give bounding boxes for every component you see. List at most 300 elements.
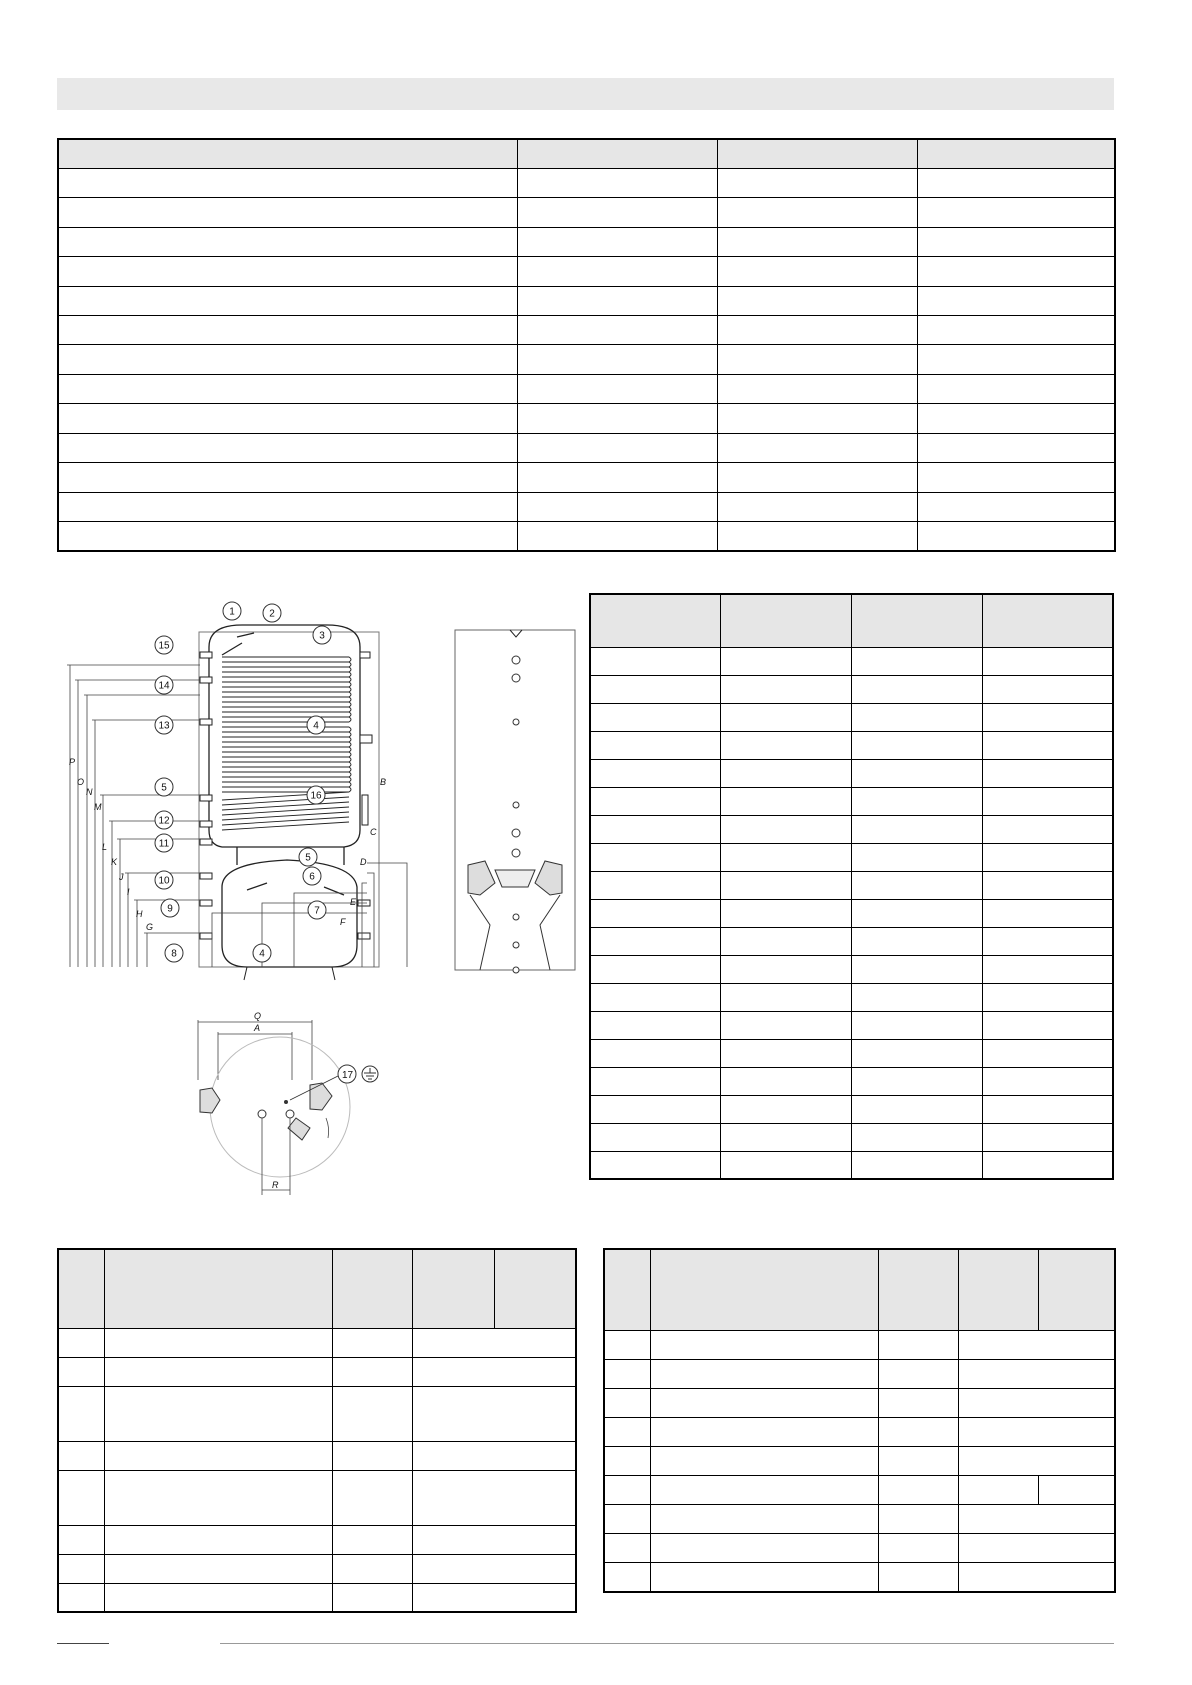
table-cell [717, 286, 917, 315]
table-cell [852, 843, 983, 871]
svg-text:3: 3 [319, 630, 325, 642]
table-cell [650, 1446, 878, 1475]
table-cell [650, 1505, 878, 1534]
table-row [58, 1555, 576, 1584]
table-cell [852, 871, 983, 899]
table-cell [717, 198, 917, 227]
table-cell [717, 492, 917, 521]
svg-text:16: 16 [310, 790, 322, 802]
dimension-table [589, 593, 1114, 1180]
table-row [58, 1470, 576, 1525]
table-cell [982, 1039, 1113, 1067]
table-cell [412, 1526, 576, 1555]
footer-rule-short [57, 1643, 109, 1644]
table-cell [717, 374, 917, 403]
table-row [604, 1388, 1115, 1417]
table-row [590, 1067, 1113, 1095]
table-row [590, 1123, 1113, 1151]
table-cell [852, 983, 983, 1011]
table-cell [590, 759, 721, 787]
callout-14 [155, 676, 173, 694]
table-cell [590, 647, 721, 675]
table-cell [58, 1329, 104, 1358]
table-cell [878, 1505, 958, 1534]
table-cell [332, 1470, 412, 1525]
header-cell [717, 139, 917, 168]
header-cell [58, 139, 517, 168]
callout-11 [155, 834, 173, 852]
table-cell [721, 675, 852, 703]
table-cell [878, 1563, 958, 1592]
table-cell [982, 899, 1113, 927]
table-cell [852, 1123, 983, 1151]
table-row [604, 1505, 1115, 1534]
table-row [590, 815, 1113, 843]
lower-tank-body [222, 847, 357, 967]
header-cell [721, 594, 852, 647]
dim-label-k: K [111, 857, 118, 867]
table-row [58, 1583, 576, 1612]
table-row [58, 168, 1115, 197]
table-row [604, 1534, 1115, 1563]
table-cell [878, 1359, 958, 1388]
table-cell [58, 168, 517, 197]
table-cell [958, 1534, 1115, 1563]
table-cell [604, 1330, 650, 1359]
table-cell [917, 492, 1115, 521]
dim-label-a: A [254, 1023, 261, 1033]
svg-text:10: 10 [158, 875, 170, 887]
table-cell [58, 1442, 104, 1471]
table-row [58, 257, 1115, 286]
table-cell [982, 1095, 1113, 1123]
table-cell [721, 703, 852, 731]
lower-coil [222, 727, 351, 830]
svg-text:5: 5 [161, 782, 167, 794]
table-cell [104, 1386, 332, 1441]
table-cell [517, 198, 717, 227]
table-cell [852, 1039, 983, 1067]
table-cell [982, 703, 1113, 731]
table-row [58, 521, 1115, 551]
table-cell [982, 927, 1113, 955]
table-row [590, 675, 1113, 703]
table-cell [982, 759, 1113, 787]
svg-text:1: 1 [229, 606, 235, 618]
table-cell [958, 1388, 1115, 1417]
header-cell [650, 1249, 878, 1330]
table-cell [58, 492, 517, 521]
table-row [590, 647, 1113, 675]
table-row [590, 703, 1113, 731]
table-cell [412, 1358, 576, 1387]
table-cell [517, 521, 717, 551]
tank-front-elevation-drawing [62, 595, 442, 1005]
table-cell [58, 1386, 104, 1441]
table-cell [917, 198, 1115, 227]
table-row [590, 955, 1113, 983]
table-cell [717, 433, 917, 462]
table-cell [717, 316, 917, 345]
table-cell [517, 374, 717, 403]
header-cell [852, 594, 983, 647]
table-cell [58, 404, 517, 433]
table-cell [58, 227, 517, 256]
table-cell [590, 731, 721, 759]
table-cell [604, 1359, 650, 1388]
table-cell [878, 1417, 958, 1446]
header-cell [104, 1249, 332, 1329]
table-row [590, 983, 1113, 1011]
header-cell [332, 1249, 412, 1329]
table-cell [878, 1330, 958, 1359]
table-cell [58, 463, 517, 492]
table-cell [958, 1417, 1115, 1446]
table-cell [721, 1039, 852, 1067]
table-row [58, 463, 1115, 492]
svg-text:4: 4 [259, 948, 265, 960]
table-row [604, 1446, 1115, 1475]
table-cell [917, 404, 1115, 433]
table-cell [852, 675, 983, 703]
table-cell [604, 1534, 650, 1563]
header-row [604, 1249, 1115, 1330]
table-cell [58, 433, 517, 462]
connections-table-left [57, 1248, 577, 1613]
tank-side-elevation-drawing [450, 625, 580, 985]
table-cell [58, 1470, 104, 1525]
table-cell [717, 345, 917, 374]
table-row [58, 433, 1115, 462]
table-cell [590, 1123, 721, 1151]
dim-label-m: M [94, 802, 102, 812]
tank-legs [244, 967, 335, 980]
table-cell [721, 927, 852, 955]
dim-label-i: I [127, 887, 130, 897]
table-cell [982, 983, 1113, 1011]
earth-callout [290, 1065, 378, 1100]
table-row [590, 1095, 1113, 1123]
table-cell [717, 404, 917, 433]
table-cell [650, 1330, 878, 1359]
table-cell [590, 1151, 721, 1179]
callout-4 [253, 944, 271, 962]
table-cell [604, 1388, 650, 1417]
table-cell [604, 1446, 650, 1475]
dim-label-p: P [69, 757, 76, 767]
table-row [58, 227, 1115, 256]
header-row [58, 139, 1115, 168]
table-row [590, 759, 1113, 787]
dim-label-d: D [360, 857, 367, 867]
table-cell [721, 1011, 852, 1039]
table-cell [721, 955, 852, 983]
table-cell [590, 1039, 721, 1067]
table-row [590, 787, 1113, 815]
table-cell [721, 843, 852, 871]
svg-text:8: 8 [171, 948, 177, 960]
table-row [58, 1526, 576, 1555]
table-cell [721, 983, 852, 1011]
callout-15 [155, 636, 173, 654]
tank-plan-view-drawing [190, 1010, 390, 1195]
spec-table [57, 138, 1116, 552]
table-cell [721, 731, 852, 759]
table-cell [878, 1476, 958, 1505]
left-connection-stubs [200, 652, 212, 939]
table-cell [604, 1476, 650, 1505]
section-title-band [57, 78, 1114, 110]
header-cell [982, 594, 1113, 647]
table-cell [852, 1095, 983, 1123]
svg-text:9: 9 [167, 903, 173, 915]
dim-label-e: E [350, 897, 357, 907]
table-cell [650, 1417, 878, 1446]
table-cell [982, 675, 1113, 703]
table-cell [104, 1555, 332, 1584]
table-cell [1038, 1476, 1115, 1505]
table-row [604, 1476, 1115, 1505]
table-cell [412, 1386, 576, 1441]
table-cell [58, 345, 517, 374]
table-cell [590, 703, 721, 731]
table-cell [721, 759, 852, 787]
svg-text:17: 17 [342, 1070, 354, 1081]
table-cell [104, 1583, 332, 1612]
table-cell [717, 521, 917, 551]
header-cell [517, 139, 717, 168]
table-cell [982, 871, 1113, 899]
table-cell [982, 1123, 1113, 1151]
table-cell [517, 404, 717, 433]
callout-16 [307, 786, 325, 804]
table-cell [958, 1330, 1115, 1359]
table-cell [982, 787, 1113, 815]
svg-text:14: 14 [158, 680, 170, 692]
table-cell [58, 521, 517, 551]
header-cell [412, 1249, 494, 1329]
header-cell [958, 1249, 1038, 1330]
table-cell [917, 316, 1115, 345]
upper-coil [222, 657, 351, 722]
table-row [58, 316, 1115, 345]
table-cell [58, 286, 517, 315]
table-row [58, 1442, 576, 1471]
table-cell [590, 1095, 721, 1123]
table-cell [917, 345, 1115, 374]
table-cell [721, 871, 852, 899]
header-cell [604, 1249, 650, 1330]
table-cell [517, 345, 717, 374]
table-row [604, 1563, 1115, 1592]
callout-6 [303, 867, 321, 885]
table-row [590, 1039, 1113, 1067]
table-cell [982, 1067, 1113, 1095]
table-cell [650, 1563, 878, 1592]
table-cell [517, 463, 717, 492]
table-cell [721, 647, 852, 675]
table-cell [878, 1388, 958, 1417]
table-cell [412, 1442, 576, 1471]
table-cell [517, 492, 717, 521]
table-cell [958, 1505, 1115, 1534]
header-cell [1038, 1249, 1115, 1330]
callout-3 [313, 626, 331, 644]
table-cell [332, 1442, 412, 1471]
table-cell [852, 1011, 983, 1039]
table-cell [982, 815, 1113, 843]
table-cell [917, 521, 1115, 551]
dim-label-b: B [380, 777, 387, 787]
table-row [604, 1359, 1115, 1388]
table-cell [650, 1388, 878, 1417]
callout-9 [161, 899, 179, 917]
table-cell [590, 815, 721, 843]
table-cell [917, 374, 1115, 403]
callout-4 [307, 716, 325, 734]
svg-text:6: 6 [309, 871, 315, 883]
table-cell [721, 1151, 852, 1179]
table-cell [58, 316, 517, 345]
table-cell [58, 198, 517, 227]
table-row [590, 899, 1113, 927]
table-cell [717, 463, 917, 492]
table-cell [58, 374, 517, 403]
dim-label-f: F [340, 917, 346, 927]
table-cell [517, 433, 717, 462]
header-row [590, 594, 1113, 647]
table-cell [58, 1583, 104, 1612]
table-cell [590, 899, 721, 927]
table-cell [958, 1476, 1038, 1505]
table-row [58, 345, 1115, 374]
table-cell [717, 227, 917, 256]
table-row [590, 843, 1113, 871]
svg-text:7: 7 [314, 905, 320, 917]
table-cell [917, 286, 1115, 315]
table-row [58, 1329, 576, 1358]
svg-text:15: 15 [158, 640, 170, 652]
table-cell [717, 168, 917, 197]
table-cell [412, 1329, 576, 1358]
dimension-lines-left [67, 665, 200, 967]
svg-text:12: 12 [158, 815, 170, 827]
table-row [58, 286, 1115, 315]
table-row [590, 1011, 1113, 1039]
dim-label-n: N [86, 787, 93, 797]
table-cell [982, 955, 1113, 983]
table-cell [412, 1555, 576, 1584]
callout-2 [263, 604, 281, 622]
plan-outline [210, 1037, 350, 1177]
table-cell [104, 1329, 332, 1358]
callout-5 [299, 848, 317, 866]
table-row [604, 1417, 1115, 1446]
callout-1 [223, 602, 241, 620]
table-cell [717, 257, 917, 286]
table-row [58, 1386, 576, 1441]
dim-label-q: Q [254, 1011, 262, 1021]
table-cell [852, 759, 983, 787]
dim-label-o: O [77, 777, 85, 787]
table-cell [604, 1417, 650, 1446]
table-cell [917, 168, 1115, 197]
table-cell [332, 1526, 412, 1555]
table-cell [332, 1358, 412, 1387]
table-cell [917, 433, 1115, 462]
table-cell [590, 787, 721, 815]
callout-5 [155, 778, 173, 796]
table-cell [412, 1470, 576, 1525]
table-row [590, 927, 1113, 955]
table-row [590, 731, 1113, 759]
table-cell [590, 1067, 721, 1095]
table-cell [852, 1067, 983, 1095]
table-cell [917, 463, 1115, 492]
table-cell [852, 647, 983, 675]
header-cell [590, 594, 721, 647]
table-cell [104, 1526, 332, 1555]
table-cell [104, 1442, 332, 1471]
table-cell [604, 1563, 650, 1592]
dim-label-h: H [136, 909, 143, 919]
table-cell [982, 1151, 1113, 1179]
table-cell [604, 1505, 650, 1534]
table-cell [721, 899, 852, 927]
side-lower-section [468, 861, 562, 895]
dim-label-r: R [272, 1180, 279, 1190]
table-cell [58, 1555, 104, 1584]
table-cell [852, 787, 983, 815]
table-cell [917, 227, 1115, 256]
table-cell [982, 843, 1113, 871]
table-cell [852, 955, 983, 983]
table-row [58, 404, 1115, 433]
table-cell [590, 871, 721, 899]
callout-7 [308, 901, 326, 919]
table-cell [590, 675, 721, 703]
table-row [58, 198, 1115, 227]
dim-label-g: G [146, 922, 154, 932]
table-row [58, 374, 1115, 403]
table-cell [332, 1555, 412, 1584]
table-cell [958, 1563, 1115, 1592]
table-cell [412, 1583, 576, 1612]
table-cell [58, 1526, 104, 1555]
table-cell [332, 1583, 412, 1612]
table-cell [852, 815, 983, 843]
table-row [58, 492, 1115, 521]
table-cell [517, 257, 717, 286]
table-cell [590, 927, 721, 955]
callout-13 [155, 716, 173, 734]
svg-text:2: 2 [269, 608, 275, 620]
table-cell [982, 647, 1113, 675]
table-cell [104, 1470, 332, 1525]
table-row [604, 1330, 1115, 1359]
table-cell [517, 168, 717, 197]
table-cell [650, 1359, 878, 1388]
table-cell [517, 316, 717, 345]
svg-text:13: 13 [158, 720, 170, 732]
table-cell [917, 257, 1115, 286]
dim-label-j: J [119, 872, 124, 882]
table-cell [517, 227, 717, 256]
table-cell [104, 1358, 332, 1387]
table-cell [852, 927, 983, 955]
table-cell [332, 1329, 412, 1358]
header-cell [494, 1249, 576, 1329]
